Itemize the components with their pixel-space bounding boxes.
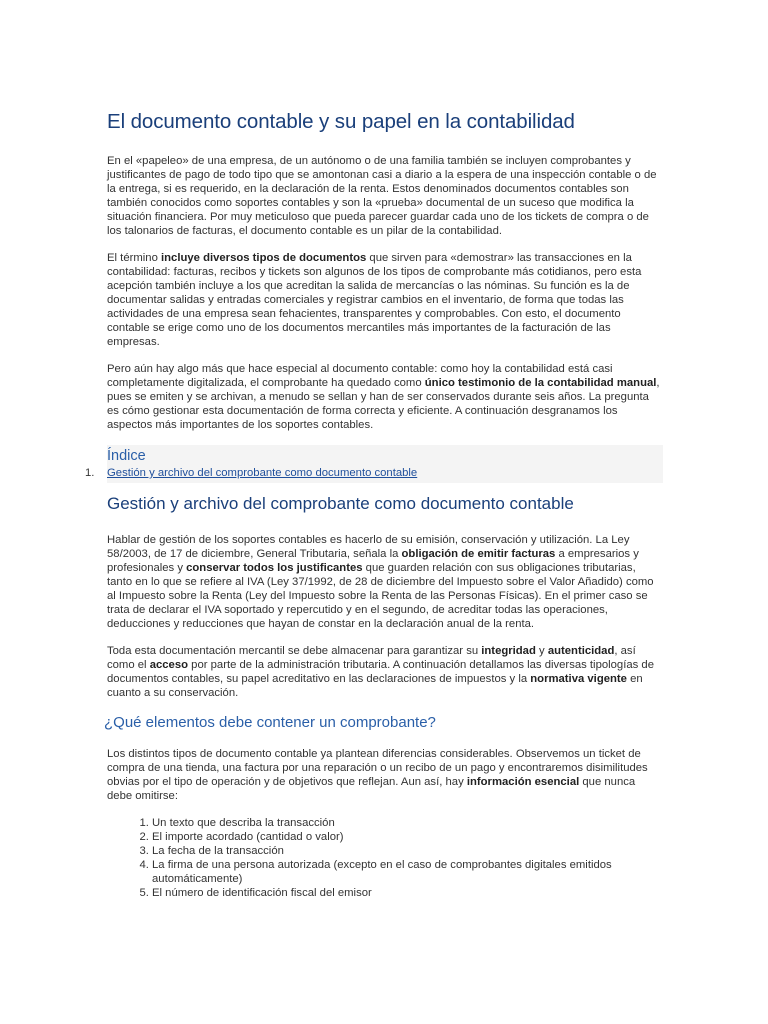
section2-paragraph-1: Los distintos tipos de documento contable ya plantean diferencias considerables. Observemos un ticket de compra de una tienda, una factura por una reparación o un recibo de un pago y encontraremos disimilitudes obvias por el tipo de operación y de objetivos que reflejan. Aun así, hay información esencial que nunca debe omitirse: — [107, 748, 648, 802]
document-page — [85, 108, 663, 900]
table-of-contents — [85, 445, 663, 483]
section1-paragraph-1: Hablar de gestión de los soportes contables es hacerlo de su emisión, conservación y utilización. La Ley 58/2003, de 17 de diciembre, General Tributaria, señala la obligación de emitir facturas a empresarios y profesionales y conservar todos los justificantes que guarden relación con sus obligaciones tributarias, tanto en lo que se refiere al IVA (Ley 37/1992, de 28 de diciembre del Impuesto sobre el Valor Añadido) como al Impuesto sobre la Renta (Ley del Impuesto sobre la Renta de las Personas Físicas). En el primer caso se trata de declarar el IVA soportado y repercutido y en el segundo, de acreditar todas las operaciones, deducciones y reducciones que hayan de constar en la declaración anual de la renta. — [107, 534, 654, 630]
section-heading-elementos: ¿Qué elementos debe contener un comprobante? — [104, 714, 436, 731]
intro-paragraph-3: Pero aún hay algo más que hace especial al documento contable: como hoy la contabilidad está casi completamente digitalizada, el comprobante ha quedado como único testimonio de la contabilidad manual, pues se emiten y se archivan, a menudo se sellan y han de ser conservados durante seis años. La pregunta es cómo gestionar esta documentación de forma correcta y eficiente. A continuación desgranamos los aspectos más importantes de los soportes contables. — [107, 363, 660, 431]
intro-paragraph-2: El término incluye diversos tipos de documentos que sirven para «demostrar» las transacciones en la contabilidad: facturas, recibos y tickets son algunos de los tipos de comprobante más cotidianos, pero esta acepción también incluye a los que acreditan la salida de mercancías o las nóminas. Su función es la de documentar salidas y entradas comerciales y registrar cambios en el inventario, de forma que todas las actividades de una empresa sean fehacientes, transparentes y comprobables. Con esto, el documento contable se erige como uno de los documentos mercantiles más importantes de la facturación de las empresas. — [107, 252, 642, 348]
toc-link-gestion[interactable]: Gestión y archivo del comprobante como documento contable — [107, 467, 418, 479]
toc-item-number: 1. — [85, 467, 95, 479]
section-heading-gestion: Gestión y archivo del comprobante como documento contable — [107, 494, 574, 513]
toc-title: Índice — [107, 448, 146, 464]
list-item: 3. La fecha de la transacción — [152, 844, 663, 858]
list-item: 5. El número de identificación fiscal del emisor — [152, 886, 663, 900]
list-item: 4. La firma de una persona autorizada (excepto en el caso de comprobantes digitales emitidos automáticamente) — [152, 858, 663, 886]
list-item: 1. Un texto que describa la transacción — [152, 816, 663, 830]
page-title: El documento contable y su papel en la contabilidad — [107, 110, 575, 133]
section1-paragraph-2: Toda esta documentación mercantil se debe almacenar para garantizar su integridad y autenticidad, así como el acceso por parte de la administración tributaria. A continuación detallamos las diversas tipologías de documentos contables, su papel acreditativo en las declaraciones de impuestos y la normativa vigente en cuanto a su conservación. — [107, 645, 654, 699]
toc-item — [85, 466, 663, 480]
intro-paragraph-1: En el «papeleo» de una empresa, de un autónomo o de una familia también se incluyen comprobantes y justificantes de pago de todo tipo que se amontonan casi a diario a la espera de una inspección contable o de la entrega, si es requerido, en la declaración de la renta. Estos denominados documentos contables son también conocidos como soportes contables y son la «prueba» documental de un suceso que modifica la situación financiera. Por muy meticuloso que pueda parecer guardar cada uno de los tickets de compra o de los talonarios de facturas, el documento contable es un pilar de la contabilidad. — [107, 155, 657, 237]
essential-info-list — [107, 816, 663, 900]
list-item: 2. El importe acordado (cantidad o valor) — [152, 830, 663, 844]
